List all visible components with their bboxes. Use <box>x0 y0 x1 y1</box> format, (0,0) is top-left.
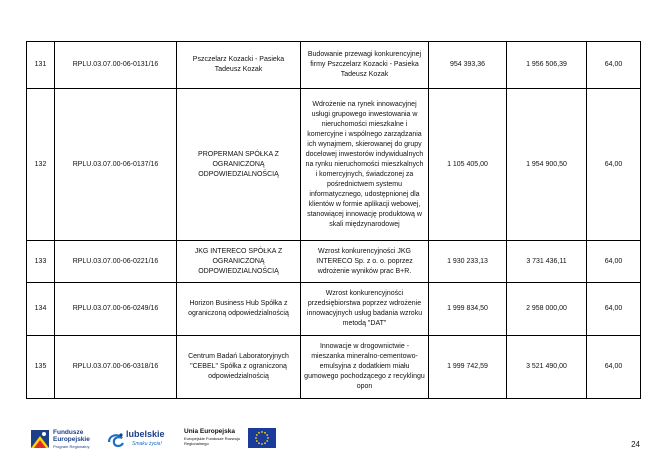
cofinancing-amount: 1 999 834,50 <box>429 283 507 336</box>
project-title: Wzrost konkurencyjności przedsiębiorstwa poprzez wdrożenie innowacyjnych usług badania wzroku metodą "DAT" <box>301 283 429 336</box>
score: 64,00 <box>587 336 641 399</box>
project-title: Wzrost konkurencyjności JKG INTERECO Sp. z o. o. poprzez wdrożenie wyników prac B+R. <box>301 241 429 283</box>
fe-line3: Program Regionalny <box>53 444 90 449</box>
project-title: Budowanie przewagi konkurencyjnej firmy Pszczelarz Kozacki - Pasieka Tadeusz Kozak <box>301 42 429 89</box>
projects-table <box>26 41 641 399</box>
project-code: RPLU.03.07.00-06-0318/16 <box>55 336 177 399</box>
footer-logos <box>26 424 640 460</box>
row-number: 131 <box>27 42 55 89</box>
lubelskie-slogan: Smaku życia! <box>132 441 162 447</box>
table-row <box>27 42 641 89</box>
row-number: 133 <box>27 241 55 283</box>
eu-flag-icon <box>248 428 276 448</box>
beneficiary-name: JKG INTERECO SPÓŁKA Z OGRANICZONĄ ODPOWIEDZIALNOŚCIĄ <box>177 241 301 283</box>
row-number: 134 <box>27 283 55 336</box>
beneficiary-name: Horizon Business Hub Spółka z ograniczoną odpowiedzialnością <box>177 283 301 336</box>
fe-line2: Europejskie <box>53 436 90 443</box>
table-row <box>27 89 641 241</box>
project-code: RPLU.03.07.00-06-0249/16 <box>55 283 177 336</box>
beneficiary-name: PROPERMAN SPÓŁKA Z OGRANICZONĄ ODPOWIEDZIALNOŚCIĄ <box>177 89 301 241</box>
project-code: RPLU.03.07.00-06-0137/16 <box>55 89 177 241</box>
beneficiary-name: Centrum Badań Laboratoryjnych "CEBEL" Spółka z ograniczoną odpowiedzialnością <box>177 336 301 399</box>
score: 64,00 <box>587 89 641 241</box>
score: 64,00 <box>587 283 641 336</box>
lubelskie-swirl-icon <box>106 430 126 450</box>
total-amount: 3 521 490,00 <box>507 336 587 399</box>
beneficiary-name: Pszczelarz Kozacki - Pasieka Tadeusz Kozak <box>177 42 301 89</box>
total-amount: 3 731 436,11 <box>507 241 587 283</box>
table-row <box>27 241 641 283</box>
score: 64,00 <box>587 42 641 89</box>
ue-line2: Europejskie Fundusze Rozwoju Regionalnego <box>184 436 241 446</box>
fe-line1: Fundusze <box>53 429 84 436</box>
project-code: RPLU.03.07.00-06-0221/16 <box>55 241 177 283</box>
project-title: Wdrożenie na rynek innowacyjnej usługi grupowego inwestowania w nieruchomości mieszkalne i komercyjne i wspólnego zarządzania ich wynajmem, skierowanej do grupy docelowej inwestorów indywidualnych na rynku nieruchomości mieszkalnych i komercyjnych, świadczonej za pośrednictwem systemu informatycznego, udostępnionej dla klientów w formie aplikacji webowej, stanowiącej innowację produktową w skali międzynarodowej <box>301 89 429 241</box>
lubelskie-logo <box>106 424 178 458</box>
total-amount: 2 958 000,00 <box>507 283 587 336</box>
row-number: 132 <box>27 89 55 241</box>
table-row <box>27 336 641 399</box>
fundusze-europejskie-mark-icon <box>30 428 50 450</box>
fundusze-europejskie-logo <box>26 424 96 458</box>
table-row <box>27 283 641 336</box>
page-number: 24 <box>631 440 640 449</box>
score: 64,00 <box>587 241 641 283</box>
project-title: Innowacje w drogownictwie - mieszanka mineralno-cementowo-emulsyjna z dodatkiem miału gumowego pochodzącego z recyklingu opon <box>301 336 429 399</box>
unia-europejska-logo <box>184 424 304 458</box>
ue-line1: Unia Europejska <box>184 428 235 435</box>
row-number: 135 <box>27 336 55 399</box>
cofinancing-amount: 1 930 233,13 <box>429 241 507 283</box>
total-amount: 1 956 506,39 <box>507 42 587 89</box>
lubelskie-name: lubelskie <box>126 429 165 439</box>
cofinancing-amount: 954 393,36 <box>429 42 507 89</box>
project-code: RPLU.03.07.00-06-0131/16 <box>55 42 177 89</box>
cofinancing-amount: 1 999 742,59 <box>429 336 507 399</box>
total-amount: 1 954 900,50 <box>507 89 587 241</box>
cofinancing-amount: 1 105 405,00 <box>429 89 507 241</box>
